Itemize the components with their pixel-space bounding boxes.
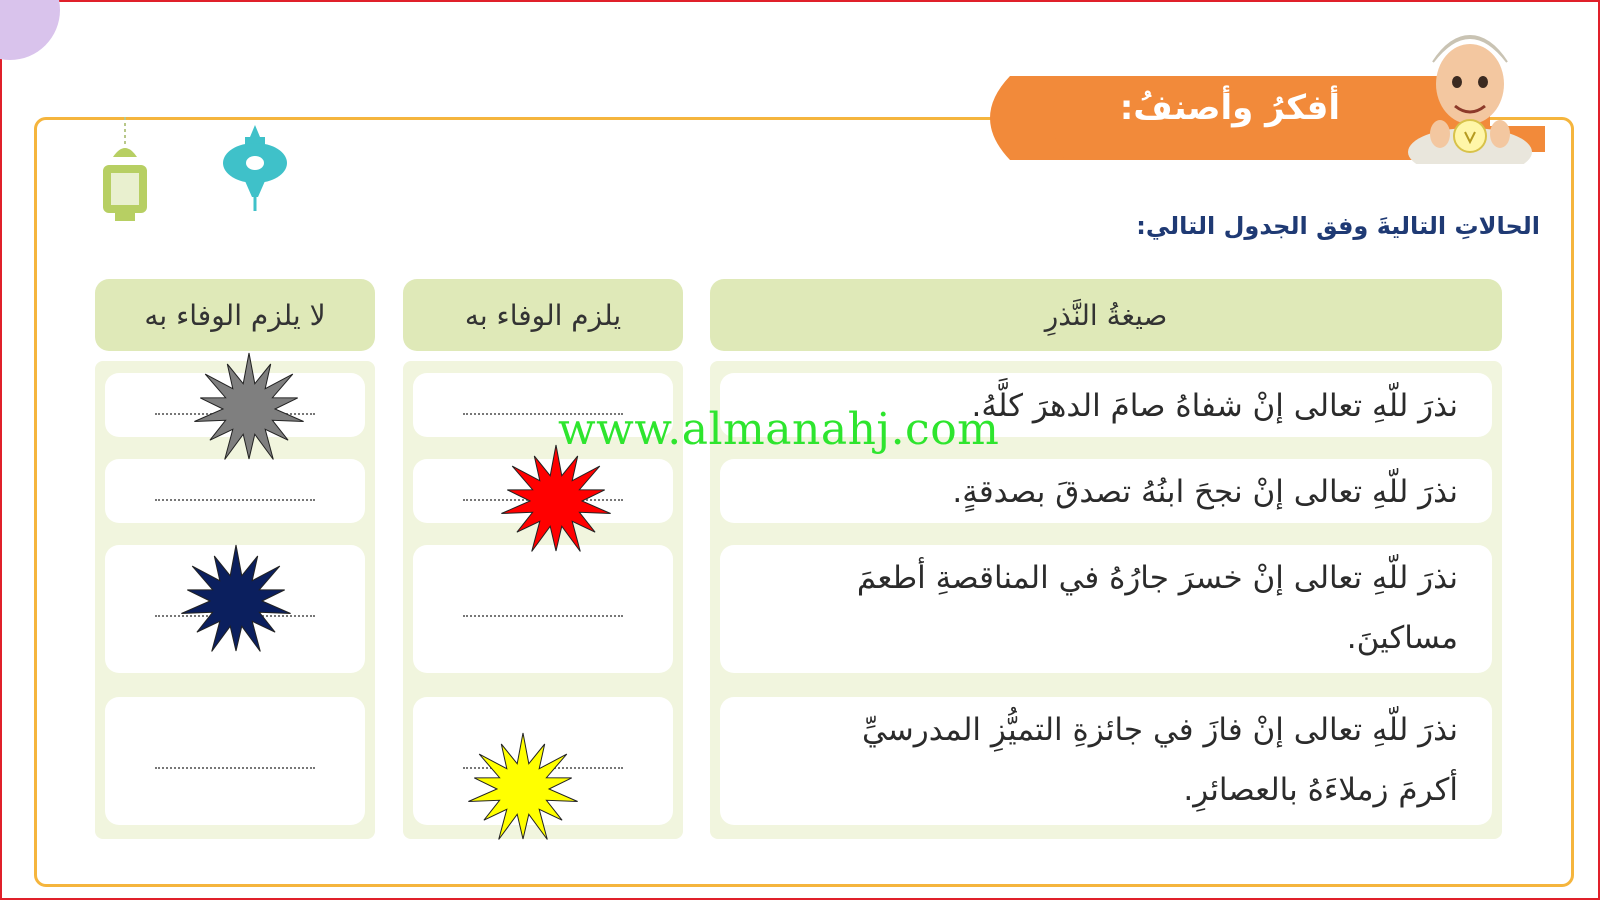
answer-cell[interactable]: [413, 545, 673, 673]
yellow-star-icon[interactable]: [462, 728, 584, 850]
row-1-text: نذرَ للّهِ تعالى إنْ شفاهُ صامَ الدهرَ كلَّهُ.: [971, 388, 1458, 424]
row-4-text-line-1: نذرَ للّهِ تعالى إنْ فازَ في جائزةِ التميُّزِ المدرسيِّ: [861, 712, 1458, 748]
row-3-text-line-2: مساكينَ.: [1346, 620, 1458, 656]
header-vow-formula: صيغةُ النَّذرِ: [710, 279, 1502, 351]
table-row: [720, 459, 1492, 523]
table-row: [720, 545, 1492, 673]
teal-lantern-icon: [220, 125, 290, 215]
answer-blank: [155, 767, 315, 769]
row-4-text-line-2: أكرمَ زملاءَهُ بالعصائرِ.: [1183, 772, 1458, 808]
table-row: [720, 697, 1492, 825]
gray-star-icon[interactable]: [188, 348, 310, 470]
navy-star-icon[interactable]: [175, 540, 297, 662]
instruction-text: الحالاتِ التاليةَ وفق الجدول التالي:: [1136, 212, 1540, 240]
green-lantern-icon: [95, 117, 155, 227]
answer-blank: [155, 499, 315, 501]
corner-decoration: [0, 0, 60, 60]
header-must-fulfill: يلزم الوفاء به: [403, 279, 683, 351]
watermark-text: www.almanahj.com: [558, 404, 1000, 455]
answer-blank: [463, 615, 623, 617]
section-title: أفكرُ وأصنفُ:: [1119, 88, 1340, 128]
header-not-must-fulfill: لا يلزم الوفاء به: [95, 279, 375, 351]
row-2-text: نذرَ للّهِ تعالى إنْ نجحَ ابنُهُ تصدقَ بصدقةٍ.: [952, 474, 1458, 510]
boy-with-lightbulb-icon: [1395, 14, 1545, 164]
red-star-icon[interactable]: [495, 440, 617, 562]
row-3-text-line-1: نذرَ للّهِ تعالى إنْ خسرَ جارُهُ في المناقصةِ أطعمَ: [856, 560, 1458, 596]
answer-cell[interactable]: [105, 697, 365, 825]
